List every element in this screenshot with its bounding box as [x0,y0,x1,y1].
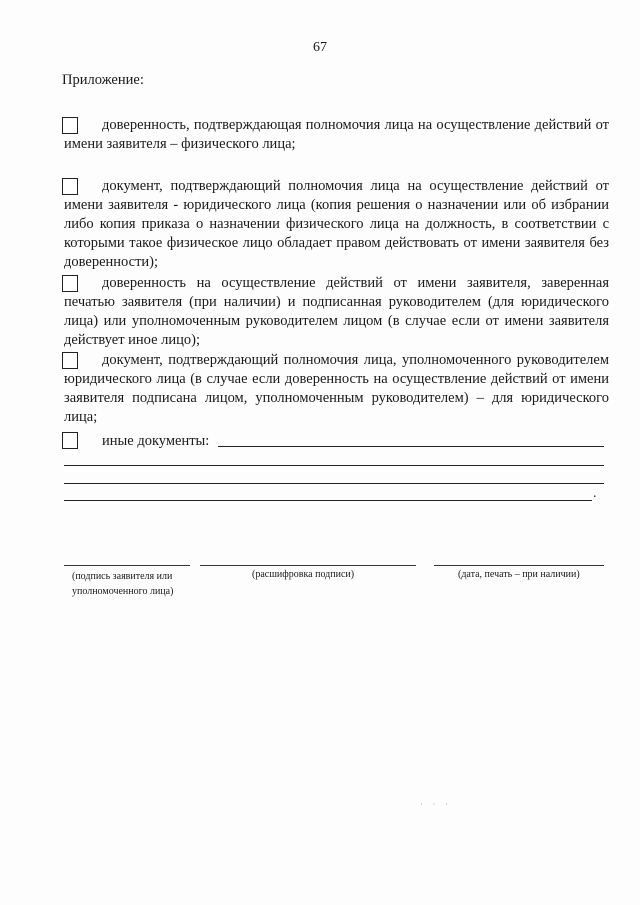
other-documents-line-1[interactable] [218,446,604,447]
other-documents-line-2[interactable] [64,465,604,466]
page-number: 67 [313,40,327,55]
applicant-signature-caption: (подпись заявителя или уполномоченного лица) [72,571,174,597]
checkbox-other-documents[interactable] [62,432,78,449]
date-seal-line[interactable] [434,565,604,566]
date-seal-caption: (дата, печать – при наличии) [458,569,580,580]
other-documents-line-4[interactable] [64,500,592,501]
item-power-of-attorney-individual: доверенность, подтверждающая полномочия лица на осуществление действий от имени заявителя – физического лица; [64,117,609,152]
other-documents-line-3[interactable] [64,483,604,484]
appendix-heading: Приложение: [62,72,144,88]
item-power-of-attorney-sealed: доверенность на осуществление действий от имени заявителя, заверенная печатью заявителя (при наличии) и подписанная руководителем (для юридического лица) или уполномоченным руководителем лицом (в случае если от имени заявителя действует иное лицо); [64,275,609,348]
other-documents-label: иные документы: [102,433,210,449]
fill-end-mark: . [593,486,597,501]
item-authority-document-legal-entity: документ, подтверждающий полномочия лица на осуществление действий от имени заявителя - юридического лица (копия решения о назначении или об избрании либо копия приказа о назначении физического лица на должность, в соответствии с которыми такое физическое лицо обладает правом действовать от имени заявителя без доверенности); [64,178,609,270]
signature-transcript-line[interactable] [200,565,416,566]
applicant-signature-line[interactable] [64,565,190,566]
scan-specks: · · · [420,800,452,809]
signature-transcript-caption: (расшифровка подписи) [252,569,355,580]
item-authorized-person-document: документ, подтверждающий полномочия лица, уполномоченного руководителем юридического лица (в случае если доверенность на осуществление действий от имени заявителя подписана лицом, уполномоченным руководителем) – для юридического лица; [64,352,609,425]
